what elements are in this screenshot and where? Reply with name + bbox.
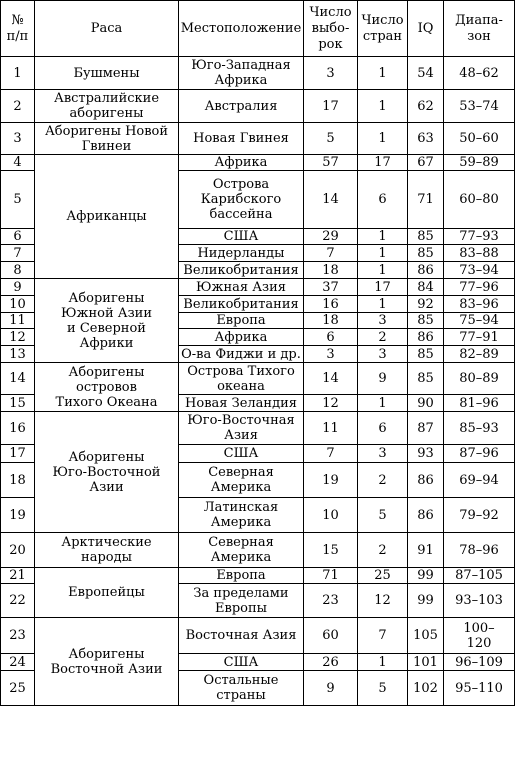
location-cell: Новая Зеландия <box>179 395 304 412</box>
countries-cell: 3 <box>358 346 408 363</box>
row-number-cell: 19 <box>1 498 35 533</box>
row-number-cell: 20 <box>1 533 35 568</box>
iq-cell: 102 <box>408 671 444 706</box>
row-number-cell: 11 <box>1 313 35 329</box>
row-number-cell: 18 <box>1 463 35 498</box>
race-cell: Австралийские аборигены <box>35 90 179 123</box>
samples-cell: 14 <box>304 363 358 395</box>
samples-cell: 18 <box>304 313 358 329</box>
samples-cell: 17 <box>304 90 358 123</box>
location-cell: Юго-Восточная Азия <box>179 412 304 445</box>
location-cell: Великобритания <box>179 262 304 279</box>
row-number-cell: 25 <box>1 671 35 706</box>
range-cell: 75–94 <box>444 313 515 329</box>
range-cell: 96–109 <box>444 654 515 671</box>
samples-cell: 71 <box>304 568 358 584</box>
samples-cell: 37 <box>304 279 358 296</box>
countries-cell: 1 <box>358 262 408 279</box>
countries-cell: 12 <box>358 584 408 618</box>
iq-cell: 85 <box>408 229 444 245</box>
header-location: Местоположение <box>179 1 304 57</box>
row-number-cell: 3 <box>1 123 35 155</box>
race-cell: Арктические народы <box>35 533 179 568</box>
header-race: Раса <box>35 1 179 57</box>
samples-cell: 11 <box>304 412 358 445</box>
race-cell: Аборигены Новой Гвинеи <box>35 123 179 155</box>
location-cell: За пределами Европы <box>179 584 304 618</box>
samples-cell: 14 <box>304 171 358 229</box>
header-countries: Число стран <box>358 1 408 57</box>
table-row <box>1 533 515 568</box>
range-cell: 73–94 <box>444 262 515 279</box>
location-cell: Новая Гвинея <box>179 123 304 155</box>
location-cell: Острова Тихого океана <box>179 363 304 395</box>
iq-cell: 86 <box>408 262 444 279</box>
location-cell: Латинская Америка <box>179 498 304 533</box>
samples-cell: 57 <box>304 155 358 171</box>
range-cell: 85–93 <box>444 412 515 445</box>
range-cell: 83–88 <box>444 245 515 262</box>
samples-cell: 3 <box>304 57 358 90</box>
samples-cell: 5 <box>304 123 358 155</box>
table-row <box>1 155 515 171</box>
countries-cell: 1 <box>358 57 408 90</box>
race-cell: Аборигены Южной Азии и Северной Африки <box>35 279 179 363</box>
location-cell: Остальные страны <box>179 671 304 706</box>
samples-cell: 23 <box>304 584 358 618</box>
iq-cell: 54 <box>408 57 444 90</box>
row-number-cell: 22 <box>1 584 35 618</box>
location-cell: Европа <box>179 313 304 329</box>
row-number-cell: 9 <box>1 279 35 296</box>
samples-cell: 10 <box>304 498 358 533</box>
samples-cell: 9 <box>304 671 358 706</box>
location-cell: Нидерланды <box>179 245 304 262</box>
samples-cell: 12 <box>304 395 358 412</box>
countries-cell: 2 <box>358 533 408 568</box>
countries-cell: 1 <box>358 296 408 313</box>
range-cell: 95–110 <box>444 671 515 706</box>
iq-cell: 87 <box>408 412 444 445</box>
iq-cell: 99 <box>408 568 444 584</box>
range-cell: 53–74 <box>444 90 515 123</box>
countries-cell: 1 <box>358 229 408 245</box>
range-cell: 83–96 <box>444 296 515 313</box>
iq-cell: 90 <box>408 395 444 412</box>
row-number-cell: 14 <box>1 363 35 395</box>
row-number-cell: 23 <box>1 618 35 654</box>
samples-cell: 15 <box>304 533 358 568</box>
row-number-cell: 1 <box>1 57 35 90</box>
row-number-cell: 2 <box>1 90 35 123</box>
iq-cell: 86 <box>408 463 444 498</box>
header-row <box>1 1 515 57</box>
row-number-cell: 24 <box>1 654 35 671</box>
iq-cell: 93 <box>408 445 444 463</box>
race-cell: Бушмены <box>35 57 179 90</box>
table-row <box>1 90 515 123</box>
header-iq: IQ <box>408 1 444 57</box>
location-cell: Юго-Западная Африка <box>179 57 304 90</box>
row-number-cell: 8 <box>1 262 35 279</box>
range-cell: 82–89 <box>444 346 515 363</box>
range-cell: 87–105 <box>444 568 515 584</box>
race-cell: Аборигены островов Тихого Океана <box>35 363 179 412</box>
row-number-cell: 12 <box>1 329 35 346</box>
location-cell: Африка <box>179 155 304 171</box>
race-cell: Африканцы <box>35 155 179 279</box>
location-cell: Острова Карибского бассейна <box>179 171 304 229</box>
samples-cell: 26 <box>304 654 358 671</box>
iq-cell: 71 <box>408 171 444 229</box>
race-cell: Аборигены Восточной Азии <box>35 618 179 706</box>
countries-cell: 17 <box>358 279 408 296</box>
row-number-cell: 10 <box>1 296 35 313</box>
location-cell: Африка <box>179 329 304 346</box>
countries-cell: 25 <box>358 568 408 584</box>
race-cell: Европейцы <box>35 568 179 618</box>
countries-cell: 17 <box>358 155 408 171</box>
iq-cell: 85 <box>408 363 444 395</box>
iq-cell: 86 <box>408 329 444 346</box>
location-cell: Восточная Азия <box>179 618 304 654</box>
range-cell: 77–93 <box>444 229 515 245</box>
range-cell: 78–96 <box>444 533 515 568</box>
table-row <box>1 57 515 90</box>
table-row <box>1 279 515 296</box>
range-cell: 81–96 <box>444 395 515 412</box>
countries-cell: 1 <box>358 123 408 155</box>
samples-cell: 19 <box>304 463 358 498</box>
range-cell: 93–103 <box>444 584 515 618</box>
row-number-cell: 5 <box>1 171 35 229</box>
iq-cell: 85 <box>408 346 444 363</box>
range-cell: 69–94 <box>444 463 515 498</box>
countries-cell: 6 <box>358 412 408 445</box>
range-cell: 60–80 <box>444 171 515 229</box>
samples-cell: 60 <box>304 618 358 654</box>
row-number-cell: 13 <box>1 346 35 363</box>
range-cell: 87–96 <box>444 445 515 463</box>
range-cell: 100– 120 <box>444 618 515 654</box>
range-cell: 77–91 <box>444 329 515 346</box>
iq-cell: 85 <box>408 245 444 262</box>
countries-cell: 2 <box>358 329 408 346</box>
location-cell: Северная Америка <box>179 463 304 498</box>
iq-cell: 62 <box>408 90 444 123</box>
location-cell: США <box>179 654 304 671</box>
row-number-cell: 4 <box>1 155 35 171</box>
countries-cell: 3 <box>358 445 408 463</box>
race-cell: Аборигены Юго-Восточной Азии <box>35 412 179 533</box>
table-body <box>1 57 515 706</box>
countries-cell: 2 <box>358 463 408 498</box>
countries-cell: 5 <box>358 671 408 706</box>
iq-cell: 84 <box>408 279 444 296</box>
countries-cell: 1 <box>358 245 408 262</box>
iq-cell: 101 <box>408 654 444 671</box>
table-row <box>1 123 515 155</box>
samples-cell: 6 <box>304 329 358 346</box>
countries-cell: 1 <box>358 654 408 671</box>
location-cell: США <box>179 445 304 463</box>
table-row <box>1 618 515 654</box>
countries-cell: 1 <box>358 90 408 123</box>
row-number-cell: 17 <box>1 445 35 463</box>
countries-cell: 6 <box>358 171 408 229</box>
range-cell: 80–89 <box>444 363 515 395</box>
iq-cell: 67 <box>408 155 444 171</box>
countries-cell: 1 <box>358 395 408 412</box>
samples-cell: 16 <box>304 296 358 313</box>
range-cell: 77–96 <box>444 279 515 296</box>
row-number-cell: 21 <box>1 568 35 584</box>
samples-cell: 3 <box>304 346 358 363</box>
iq-cell: 86 <box>408 498 444 533</box>
location-cell: Северная Америка <box>179 533 304 568</box>
row-number-cell: 7 <box>1 245 35 262</box>
header-samples: Число выбо- рок <box>304 1 358 57</box>
range-cell: 79–92 <box>444 498 515 533</box>
row-number-cell: 6 <box>1 229 35 245</box>
iq-cell: 92 <box>408 296 444 313</box>
countries-cell: 9 <box>358 363 408 395</box>
iq-cell: 99 <box>408 584 444 618</box>
row-number-cell: 15 <box>1 395 35 412</box>
header-range: Диапа- зон <box>444 1 515 57</box>
iq-cell: 63 <box>408 123 444 155</box>
location-cell: Австралия <box>179 90 304 123</box>
iq-cell: 85 <box>408 313 444 329</box>
table-row <box>1 568 515 584</box>
range-cell: 48–62 <box>444 57 515 90</box>
samples-cell: 7 <box>304 445 358 463</box>
samples-cell: 29 <box>304 229 358 245</box>
samples-cell: 18 <box>304 262 358 279</box>
iq-cell: 105 <box>408 618 444 654</box>
countries-cell: 3 <box>358 313 408 329</box>
iq-cell: 91 <box>408 533 444 568</box>
row-number-cell: 16 <box>1 412 35 445</box>
location-cell: Великобритания <box>179 296 304 313</box>
table-row <box>1 363 515 395</box>
table-row <box>1 412 515 445</box>
range-cell: 59–89 <box>444 155 515 171</box>
countries-cell: 5 <box>358 498 408 533</box>
location-cell: О-ва Фиджи и др. <box>179 346 304 363</box>
samples-cell: 7 <box>304 245 358 262</box>
header-num: № п/п <box>1 1 35 57</box>
range-cell: 50–60 <box>444 123 515 155</box>
location-cell: США <box>179 229 304 245</box>
countries-cell: 7 <box>358 618 408 654</box>
location-cell: Южная Азия <box>179 279 304 296</box>
location-cell: Европа <box>179 568 304 584</box>
